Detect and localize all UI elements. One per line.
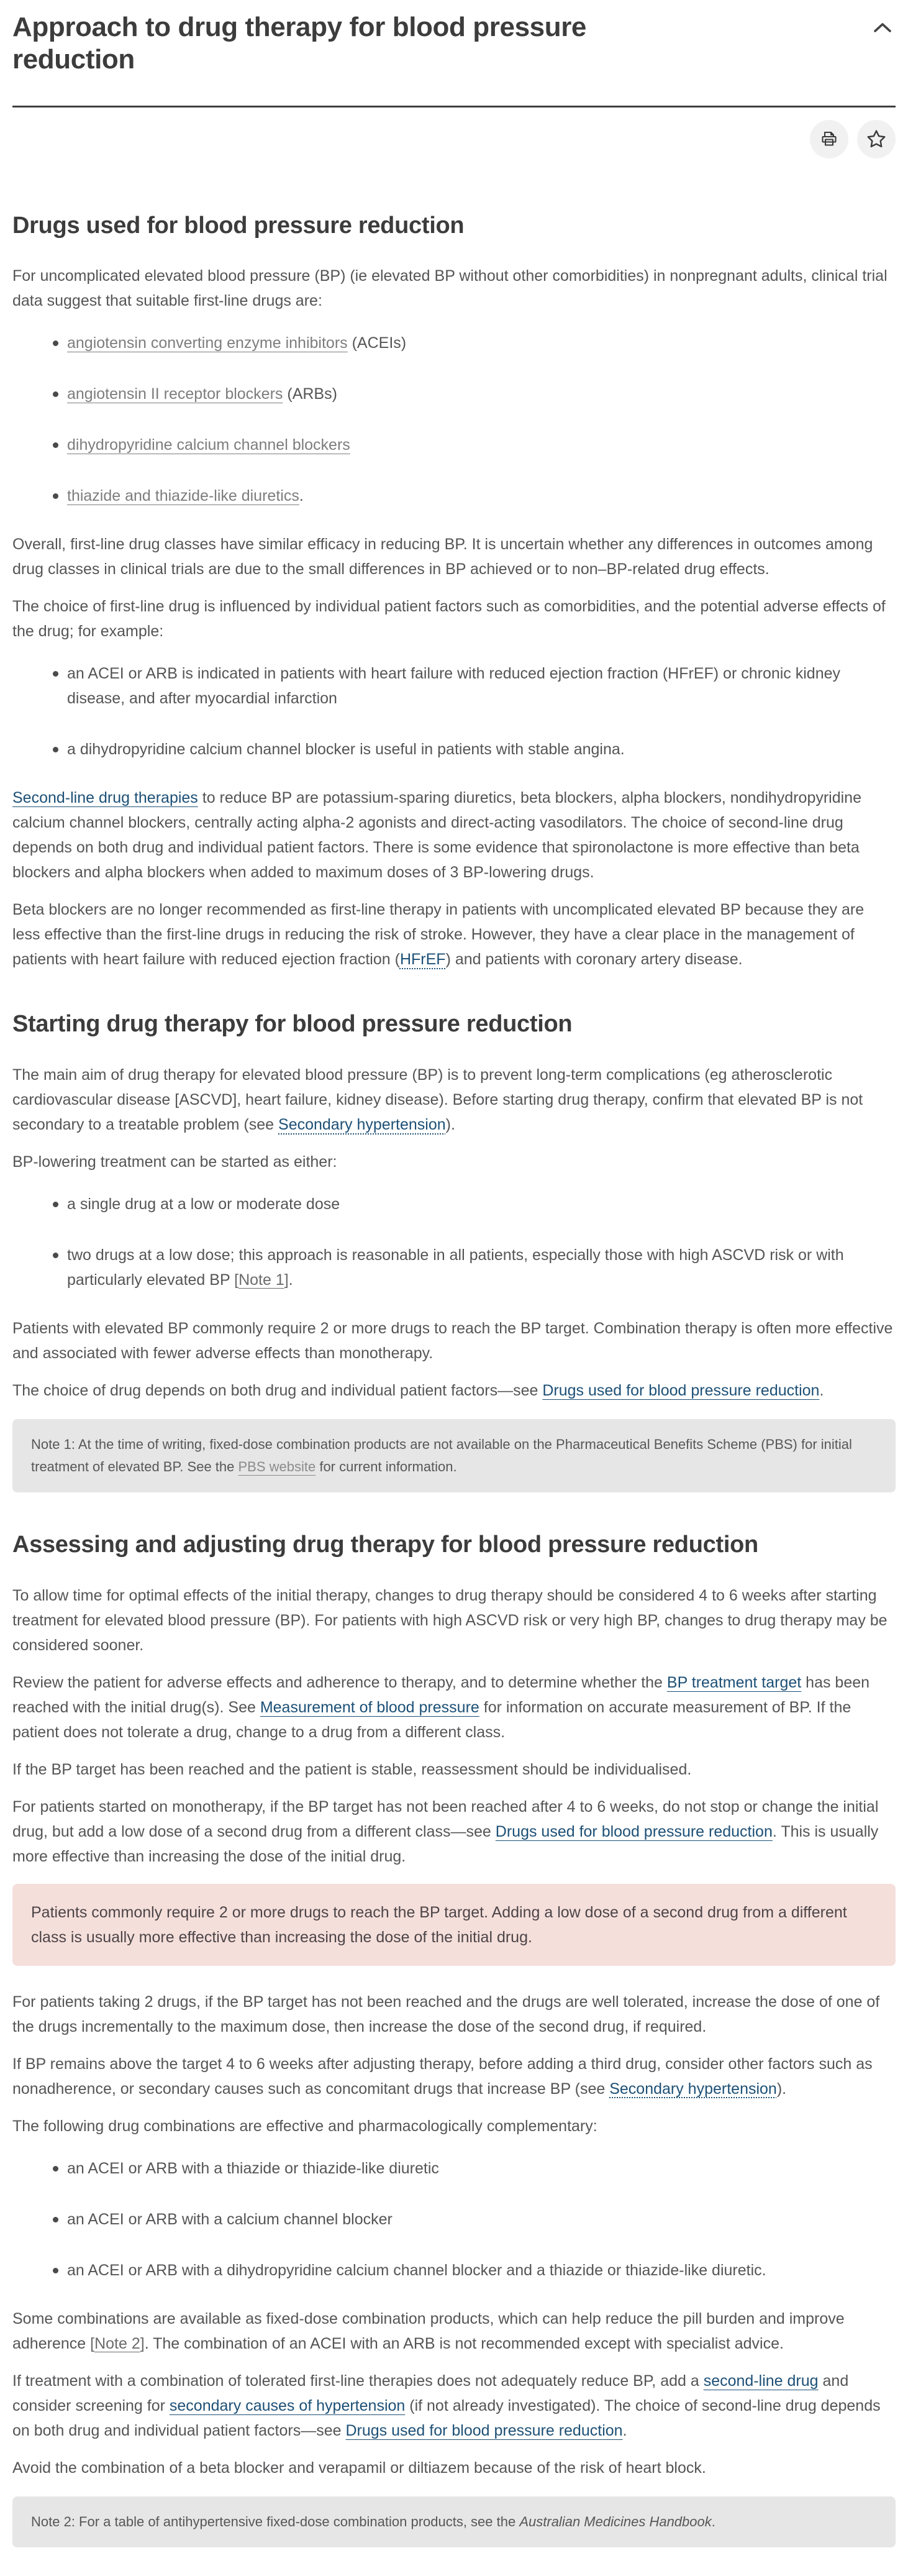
text-run: an ACEI or ARB with a dihydropyridine calcium channel blocker and a thiazide or thiazide-like diuretic. [67, 2261, 766, 2279]
note-link-label: Note 2 [94, 2334, 140, 2352]
text-run: The main aim of drug therapy for elevated blood pressure (BP) is to prevent long-term complications (eg atherosclerotic cardiovascular disease [ASCVD], heart failure, kidney disease). Before starting drug therapy, confirm that elevated BP is not secondary to a treatable problem (see [12, 1066, 863, 1133]
list-item [67, 432, 896, 457]
text-run: . [711, 2513, 715, 2529]
print-button[interactable] [810, 120, 848, 158]
article-header [12, 11, 896, 158]
link-drugs-used-for-bp-reduction[interactable]: Drugs used for blood pressure reduction [542, 1382, 820, 1399]
link-drugs-used-for-bp-reduction[interactable]: Drugs used for blood pressure reduction [495, 1822, 773, 1840]
text-run: ). [445, 1116, 455, 1133]
collapse-section-button[interactable] [869, 19, 896, 39]
text-run: a dihydropyridine calcium channel blocker is useful in patients with stable angina. [67, 741, 625, 759]
text-run: The following drug combinations are effective and pharmacologically complementary: [12, 2117, 597, 2135]
paragraph [12, 2114, 896, 2139]
text-run: Note 2: For a table of antihypertensive fixed-dose combination products, see the [31, 2513, 520, 2529]
text-run: For uncomplicated elevated blood pressure (BP) (ie elevated BP without other comorbidities) in nonpregnant adults, clinical trial data suggest that suitable first-line drugs are: [12, 267, 888, 310]
paragraph [12, 785, 896, 885]
text-run: . [299, 487, 304, 505]
text-run: To allow time for optimal effects of the initial therapy, changes to drug therapy should be considered 4 to 6 weeks after starting treatment for elevated blood pressure (BP). For patients with high ASCVD risk or very high BP, changes to drug therapy may be considered sooner. [12, 1586, 888, 1654]
list-item [67, 483, 896, 508]
link-bp-treatment-target[interactable]: BP treatment target [666, 1673, 802, 1691]
text-run: Patients commonly require 2 or more drugs to reach the BP target. Adding a low dose of a second drug from a different class is usually more effective than increasing the dose of the initial drug. [31, 1903, 847, 1946]
note-link-bracket: [ [234, 1271, 239, 1289]
link-thiazide-diuretics[interactable]: thiazide and thiazide-like diuretics [67, 487, 299, 505]
section-drugs-used [12, 212, 896, 972]
text-run: for current information. [316, 1459, 457, 1474]
text-run: an ACEI or ARB is indicated in patients with heart failure with reduced ejection fraction (HFrEF) or chronic kidney disease, and after myocardial infarction [67, 665, 841, 708]
text-run: BP-lowering treatment can be started as either: [12, 1153, 337, 1171]
text-run: a single drug at a low or moderate dose [67, 1195, 340, 1213]
section-heading: Starting drug therapy for blood pressure reduction [12, 1011, 573, 1038]
paragraph [12, 1378, 896, 1403]
paragraph [12, 897, 896, 972]
list-item [67, 661, 896, 711]
list-item [67, 2156, 896, 2181]
note-2-box [12, 2496, 896, 2547]
text-run: . [288, 1271, 293, 1289]
patient-factor-examples-list [12, 661, 896, 762]
link-dihydropyridine-ccb[interactable]: dihydropyridine calcium channel blockers [67, 436, 350, 454]
list-item [67, 331, 896, 355]
paragraph [12, 263, 896, 313]
favorite-button[interactable] [857, 120, 896, 158]
chevron-up-icon [873, 22, 892, 33]
text-run: (if not already investigated). The choice of second-line drug depends on both drug and individual patient factors—see [12, 2396, 881, 2439]
note-1-link[interactable] [234, 1271, 289, 1289]
text-run: for information on accurate measurement of BP. If the patient does not tolerate a drug, change to a drug from a different class. [12, 1698, 851, 1741]
paragraph [12, 2368, 896, 2443]
paragraph [12, 2306, 896, 2356]
first-line-drugs-list [12, 331, 896, 508]
page-title [12, 11, 586, 76]
text-run: . [819, 1382, 824, 1399]
paragraph [12, 2455, 896, 2480]
link-aceis[interactable]: angiotensin converting enzyme inhibitors [67, 334, 348, 352]
text-run: ) and patients with coronary artery disease. [445, 951, 743, 969]
paragraph [12, 1989, 896, 2039]
list-item [67, 737, 896, 762]
section-assessing-adjusting [12, 1531, 896, 2547]
text-run: an ACEI or ARB with a thiazide or thiazide-like diuretic [67, 2159, 439, 2177]
handbook-title: Australian Medicines Handbook [519, 2513, 712, 2529]
link-pbs-website[interactable]: PBS website [238, 1459, 316, 1474]
section-heading: Assessing and adjusting drug therapy for blood pressure reduction [12, 1532, 758, 1558]
link-secondary-causes-of-hypertension[interactable]: secondary causes of hypertension [169, 2396, 406, 2414]
note-link-bracket: ] [140, 2334, 145, 2352]
page-title-line: reduction [12, 43, 135, 75]
text-run: ). [776, 2080, 787, 2098]
link-second-line-drug[interactable]: second-line drug [703, 2372, 819, 2390]
note-link-bracket: [ [90, 2334, 95, 2352]
drug-combinations-list [12, 2156, 896, 2283]
star-icon [866, 129, 887, 150]
text-run: an ACEI or ARB with a calcium channel blocker [67, 2210, 393, 2228]
note-2-link[interactable] [90, 2335, 145, 2352]
paragraph [12, 1316, 896, 1366]
text-run: . This is usually more effective than increasing the dose of the initial drug. [12, 1822, 879, 1865]
text-run: Review the patient for adverse effects and adherence to therapy, and to determine whether the [12, 1673, 667, 1691]
section-heading: Drugs used for blood pressure reduction [12, 212, 465, 239]
link-hfref-glossary[interactable]: HFrEF [399, 951, 446, 969]
paragraph [12, 1794, 896, 1869]
text-run: (ARBs) [283, 385, 337, 403]
paragraph [12, 1757, 896, 1782]
text-run: . [622, 2421, 627, 2439]
link-second-line-drug-therapies[interactable]: Second-line drug therapies [12, 789, 198, 807]
text-run: . The combination of an ACEI with an ARB is not recommended except with specialist advice. [144, 2334, 784, 2352]
link-measurement-of-blood-pressure[interactable]: Measurement of blood pressure [260, 1698, 479, 1716]
text-run: Patients with elevated BP commonly require 2 or more drugs to reach the BP target. Combination therapy is often more effective and associated with fewer adverse effects than monotherapy. [12, 1320, 893, 1362]
practice-point-box [12, 1884, 896, 1966]
text-run: The choice of first-line drug is influenced by individual patient factors such as comorbidities, and the potential adverse effects of the drug; for example: [12, 598, 886, 641]
paragraph [12, 594, 896, 644]
link-secondary-hypertension-glossary[interactable]: Secondary hypertension [609, 2080, 777, 2098]
paragraph [12, 532, 896, 582]
text-run: For patients started on monotherapy, if the BP target has not been reached after 4 to 6 weeks, do not stop or change the initial drug, but add a low dose of a second drug from a different class—see [12, 1797, 879, 1840]
article-actions [12, 120, 896, 158]
paragraph [12, 2052, 896, 2101]
text-run: (ACEIs) [347, 334, 407, 352]
text-run: If the BP target has been reached and the patient is stable, reassessment should be individualised. [12, 1760, 692, 1778]
text-run: two drugs at a low dose; this approach is reasonable in all patients, especially those with high ASCVD risk or with particularly elevated BP [67, 1246, 844, 1289]
text-run: If BP remains above the target 4 to 6 weeks after adjusting therapy, before adding a third drug, consider other factors such as nonadherence, or secondary causes such as concomitant drugs that increase BP (see [12, 2055, 873, 2098]
treatment-start-options-list [12, 1192, 896, 1292]
page-title-line: Approach to drug therapy for blood pressure [12, 12, 586, 42]
text-run: has been reached with the initial drug(s). See [12, 1673, 870, 1716]
paragraph [12, 1062, 896, 1137]
paragraph [12, 1583, 896, 1658]
text-run: Some combinations are available as fixed-dose combination products, which can help reduce the pill burden and improve adherence [12, 2309, 845, 2352]
text-run: and consider screening for [12, 2372, 849, 2414]
text-run: Avoid the combination of a beta blocker and verapamil or diltiazem because of the risk of heart block. [12, 2459, 706, 2477]
note-link-label: Note 1 [238, 1271, 284, 1289]
list-item [67, 2207, 896, 2232]
title-row [12, 11, 896, 76]
text-run: If treatment with a combination of tolerated first-line therapies does not adequately reduce BP, add a [12, 2372, 704, 2390]
list-item [67, 2258, 896, 2283]
text-run: The choice of drug depends on both drug and individual patient factors—see [12, 1382, 543, 1399]
note-1-box [12, 1419, 896, 1492]
text-run: For patients taking 2 drugs, if the BP target has not been reached and the drugs are well tolerated, increase the dose of one of the drugs incrementally to the maximum dose, then increase the dose of the second drug, if required. [12, 1993, 880, 2035]
paragraph [12, 1670, 896, 1745]
list-item [67, 1243, 896, 1292]
header-divider [12, 106, 896, 107]
paragraph [12, 1149, 896, 1174]
list-item [67, 381, 896, 406]
link-drugs-used-for-bp-reduction[interactable]: Drugs used for blood pressure reduction [345, 2421, 623, 2439]
text-run: Note 1: At the time of writing, fixed-dose combination products are not available on the Pharmaceutical Benefits Scheme (PBS) for initial treatment of elevated BP. See the [31, 1436, 852, 1474]
section-starting-therapy [12, 1010, 896, 1492]
list-item [67, 1192, 896, 1217]
printer-icon [819, 129, 839, 149]
text-run: Overall, first-line drug classes have similar efficacy in reducing BP. It is uncertain whether any differences in outcomes among drug classes in clinical trials are due to the small differences in BP achieved or to non–BP-related drug effects. [12, 536, 873, 578]
link-arbs[interactable]: angiotensin II receptor blockers [67, 385, 283, 403]
text-run: to reduce BP are potassium-sparing diuretics, beta blockers, alpha blockers, nondihydropyridine calcium channel blockers, centrally acting alpha-2 agonists and direct-acting vasodilators. The choice of second-line drug depends on both drug and individual patient factors. There is some evidence that spironolactone is more effective than beta blockers and alpha blockers when added to maximum doses of 3 BP-lowering drugs. [12, 789, 861, 882]
text-run: Beta blockers are no longer recommended as first-line therapy in patients with uncomplicated elevated BP because they are less effective than the first-line drugs in reducing the risk of stroke. However, they have a clear place in the management of patients with heart failure with reduced ejection fraction ( [12, 901, 865, 969]
link-secondary-hypertension-glossary[interactable]: Secondary hypertension [278, 1116, 446, 1133]
note-link-bracket: ] [284, 1271, 289, 1289]
